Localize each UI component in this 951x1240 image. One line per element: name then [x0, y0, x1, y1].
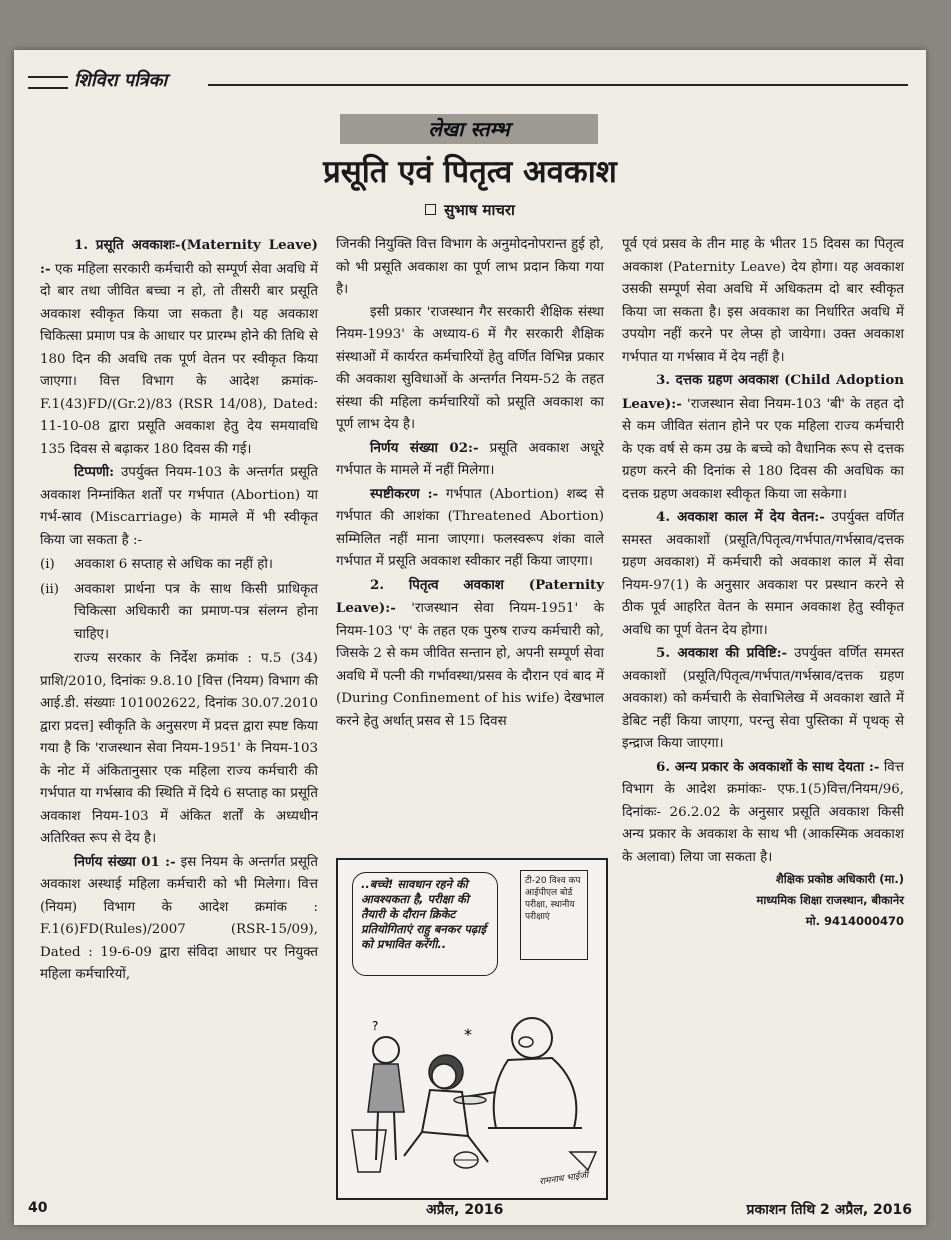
note-para — [40, 461, 318, 552]
list-item — [40, 579, 318, 647]
author-signature-block — [622, 869, 904, 932]
paternity-leave-heading: 2. पितृत्व अवकाश (Paternity Leave):- — [336, 576, 604, 616]
publication-date: प्रकाशन तिथि 2 अप्रैल, 2016 — [746, 1202, 912, 1218]
combination-heading: 6. अन्य प्रकार के अवकाशों के साथ देयता :- — [656, 758, 880, 775]
magazine-name: शिविरा पत्रिका — [74, 70, 168, 91]
combination-para — [622, 756, 904, 870]
adoption-leave-para — [622, 369, 904, 506]
state-directive-para: राज्य सरकार के निर्देश क्रमांक : प.5 (34) प्राशि/2010, दिनांकः 9.8.10 [वित्त (नियम) विभाग की आई.डी. संख्याः 101002622, दिनांक 30.07.2010 द्वारा प्रदत्त] स्वीकृति के अनुसरण में प्रदत्त द्वारा स्पष्ट किया गया है कि 'राजस्थान सेवा नियम-1951' के नियम-103 के नोट में अंकितानुसार एक महिला राज्य कर्मचारी की गर्भपात या गर्भस्राव की स्थिति में दिये 6 सप्ताह का प्रसूति अवकाश नियम-103 में अंकित शर्तों के अध्यधीन अतिरिक्त रूप से देय है। — [40, 651, 318, 846]
cartoonist-signature: रामनाथ भाईजी — [538, 1170, 589, 1188]
list-item-number: (ii) — [40, 581, 60, 597]
maternity-leave-heading: 1. प्रसूति अवकाशः-(Maternity Leave) :- — [40, 237, 318, 277]
column-2 — [336, 234, 604, 733]
list-item-text: अवकाश प्रार्थना पत्र के साथ किसी प्राधिकृत चिकित्सा अधिकारी का प्रमाण-पत्र संलग्न होना चाहिए। — [74, 581, 318, 642]
clarification-text: गर्भपात (Abortion) शब्द से गर्भपात की आशंका (Threatened Abortion) सम्मिलित नहीं माना जाएगा। फलस्वरूप शंका वाले गर्भपात में प्रसूति अवकाश स्वीकार नहीं किया जाएगा। — [336, 486, 604, 569]
article-title: प्रसूति एवं पितृत्व अवकाश — [323, 154, 617, 190]
maternity-leave-text: एक महिला सरकारी कर्मचारी को सम्पूर्ण सेवा अवधि में दो बार तथा जीवित बच्चा न हो, तो तीसरी बार प्रसूति अवकाश स्वीकृत किया जा सकता है। यह अवकाश चिकित्सा प्रमाण पत्र के आधार पर प्रारम्भ होने की तिथि से 180 दिन की अवधि तक पूर्ण वेतन पर स्वीकृत किया जाएगा। वित्त विभाग के आदेश क्रमांक- F.1(43)FD/(Gr.2)/83 (RSR 14/08), Dated: 11-10-08 द्वारा प्रसूति अवकाश हेतु देय समयावधि 135 दिवस से बढ़ाकर 180 दिवस की गई। — [40, 261, 318, 457]
continuation-para: जिनकी नियुक्ति वित्त विभाग के अनुमोदनोपरान्त हुई हो, को भी प्रसूति अवकाश का पूर्ण लाभ प्रदान किया गया है। — [336, 237, 604, 297]
paternity-leave-para — [336, 574, 604, 734]
author-name: सुभाष माचरा — [444, 201, 515, 219]
masthead — [28, 70, 908, 94]
author-designation: शैक्षिक प्रकोष्ठ अधिकारी (मा.) — [775, 872, 904, 886]
cartoon-illustration — [336, 858, 608, 1200]
paternity-leave-text: 'राजस्थान सेवा नियम-1951' के नियम-103 'ए' के तहत एक पुरुष राज्य कर्मचारी को, जिसके 2 से कम जीवित सन्तान हो, अपनी सम्पूर्ण सेवा अवधि में पत्नी की गर्भावस्था/प्रसव के दौरान एवं बाद में (During Confinement of his wife) देखभाल करने हेतु अर्थात् प्रसव से 15 दिवस — [336, 601, 605, 729]
decision-2-para — [336, 437, 604, 483]
entry-para — [622, 642, 904, 756]
column-tag: लेखा स्तम्भ — [340, 114, 598, 144]
private-institution-para: इसी प्रकार 'राजस्थान गैर सरकारी शैक्षिक संस्था नियम-1993' के अध्याय-6 में गैर सरकारी शैक्षिक संस्थाओं में कार्यरत कर्मचारियों हेतु वर्णित विभिन्न प्रकार की अवकाश सुविधाओं के अन्तर्गत नियम-52 के तहत संस्था की महिला कर्मचारियों को प्रसूति अवकाश का पूर्ण लाभ देय है। — [336, 304, 604, 432]
notice-board: टी-20 विश्व कप आईपीएल बोर्ड परीक्षा, स्थानीय परीक्षाएं — [520, 870, 588, 960]
masthead-rule-icon — [28, 76, 68, 89]
column-1 — [40, 234, 318, 987]
magazine-page — [14, 50, 926, 1225]
author-phone: मो. 9414000470 — [805, 914, 904, 928]
decision-1-para — [40, 851, 318, 987]
cartoon-drawing-icon — [338, 860, 602, 1194]
clarification-para — [336, 483, 604, 574]
entry-heading: 5. अवकाश की प्रविष्टि:- — [656, 645, 788, 661]
list-item-text: अवकाश 6 सप्ताह से अधिक का नहीं हो। — [74, 557, 273, 572]
checkbox-bullet-icon — [425, 204, 436, 215]
decision-1-text: इस नियम के अन्तर्गत प्रसूति अवकाश अस्थाई महिला कर्मचारी को भी मिलेगा। वित्त (नियम) विभाग के आदेश क्रमांक : F.1(6)FD(Rules)/2007 (RSR-15/09), Dated : 19-6-09 द्वारा संविदा आधार पर नियुक्त महिला कर्मचारियों, — [40, 854, 318, 982]
note-heading: टिप्पणी: — [74, 464, 115, 480]
list-item — [40, 554, 318, 577]
salary-text: उपर्युक्त वर्णित समस्त अवकाशों (प्रसूति/पितृत्व/गर्भपात/गर्भस्राव/दत्तक ग्रहण अवकाश) में कर्मचारी को अवकाश काल में सेवा नियम-97(1) के अनुसार अवकाश पर प्रस्थान करने से ठीक पूर्व आहरित वेतन के समान अवकाश हेतु स्वीकृत अवधि का पूर्ण वेतन देय होगा। — [622, 510, 904, 638]
salary-heading: 4. अवकाश काल में देय वेतन:- — [656, 509, 825, 525]
decision-1-heading: निर्णय संख्या 01 :- — [74, 853, 176, 870]
masthead-line — [208, 84, 908, 86]
column-3 — [622, 234, 904, 932]
adoption-leave-heading: 3. दत्तक ग्रहण अवकाश (Child Adoption Leave):- — [622, 372, 904, 412]
speech-bubble: ..बच्चे! सावधान रहने की आवश्यकता है, परीक्षा की तैयारी के दौरान क्रिकेट प्रतियोगिताएं राहु बनकर पढ़ाई को प्रभावित करेंगी.. — [352, 872, 498, 976]
decision-2-text: प्रसूति अवकाश अधूरे गर्भपात के मामले में नहीं मिलेगा। — [336, 440, 604, 478]
maternity-leave-para — [40, 234, 318, 461]
combination-text: वित्त विभाग के आदेश क्रमांकः- एफ.1(5)वित्त/नियम/96, दिनांकः- 26.2.02 के अनुसार प्रसूति अवकाश किसी अन्य प्रकार के अवकाश के साथ भी (आकस्मिक अवकाश के अलावा) लिया जा सकता है। — [622, 759, 904, 865]
salary-para — [622, 506, 904, 642]
svg-text:*: * — [464, 1025, 472, 1044]
entry-text: उपर्युक्त वर्णित समस्त अवकाशों (प्रसूति/पितृत्व/गर्भपात/गर्भस्राव/दत्तक ग्रहण अवकाश) को कर्मचारी के सेवाभिलेख में अवकाश खाते में डेबिट नहीं किया जाएगा, परन्तु सेवा पुस्तिका में पृथक् से इन्द्राज किया जाएगा। — [622, 646, 904, 751]
author-office: माध्यमिक शिक्षा राजस्थान, बीकानेर — [756, 893, 904, 907]
list-item-number: (i) — [40, 557, 55, 572]
clarification-heading: स्पष्टीकरण :- — [370, 485, 439, 502]
paternity-continuation-para: पूर्व एवं प्रसव के तीन माह के भीतर 15 दिवस का पितृत्व अवकाश (Paternity Leave) देय होगा। यह अवकाश उसकी सम्पूर्ण सेवा अवधि में अधिकतम दो बार स्वीकृत किया जा सकता है। इस अवकाश का निर्धारित अवधि में उपयोग नहीं करने पर लेप्स हो जायेगा। उक्त अवकाश गर्भपात या गर्भस्राव में देय नहीं है। — [622, 237, 904, 365]
adoption-leave-text: 'राजस्थान सेवा नियम-103 'बी' के तहत दो से कम जीवित संतान होने पर एक महिला राज्य कर्मचारी के एक वर्ष से कम उम्र के बच्चे को वैधानिक रूप से दत्तक ग्रहण करने की दिनांक से 180 दिवस की अवधिक का दत्तक ग्रहण अवकाश स्वीकृत किया जा सकेगा। — [622, 396, 904, 502]
svg-text:?: ? — [372, 1019, 379, 1033]
author-line — [14, 200, 926, 220]
issue-date: अप्रैल, 2016 — [426, 1202, 504, 1218]
note-text: उपर्युक्त नियम-103 के अन्तर्गत प्रसूति अवकाश निम्नांकित शर्तों पर गर्भपात (Abortion) या गर्भ-स्राव (Miscarriage) के मामले में भी स्वीकृत किया जा सकता है :- — [40, 465, 318, 548]
decision-2-heading: निर्णय संख्या 02:- — [370, 439, 479, 456]
page-number: 40 — [28, 1200, 48, 1216]
